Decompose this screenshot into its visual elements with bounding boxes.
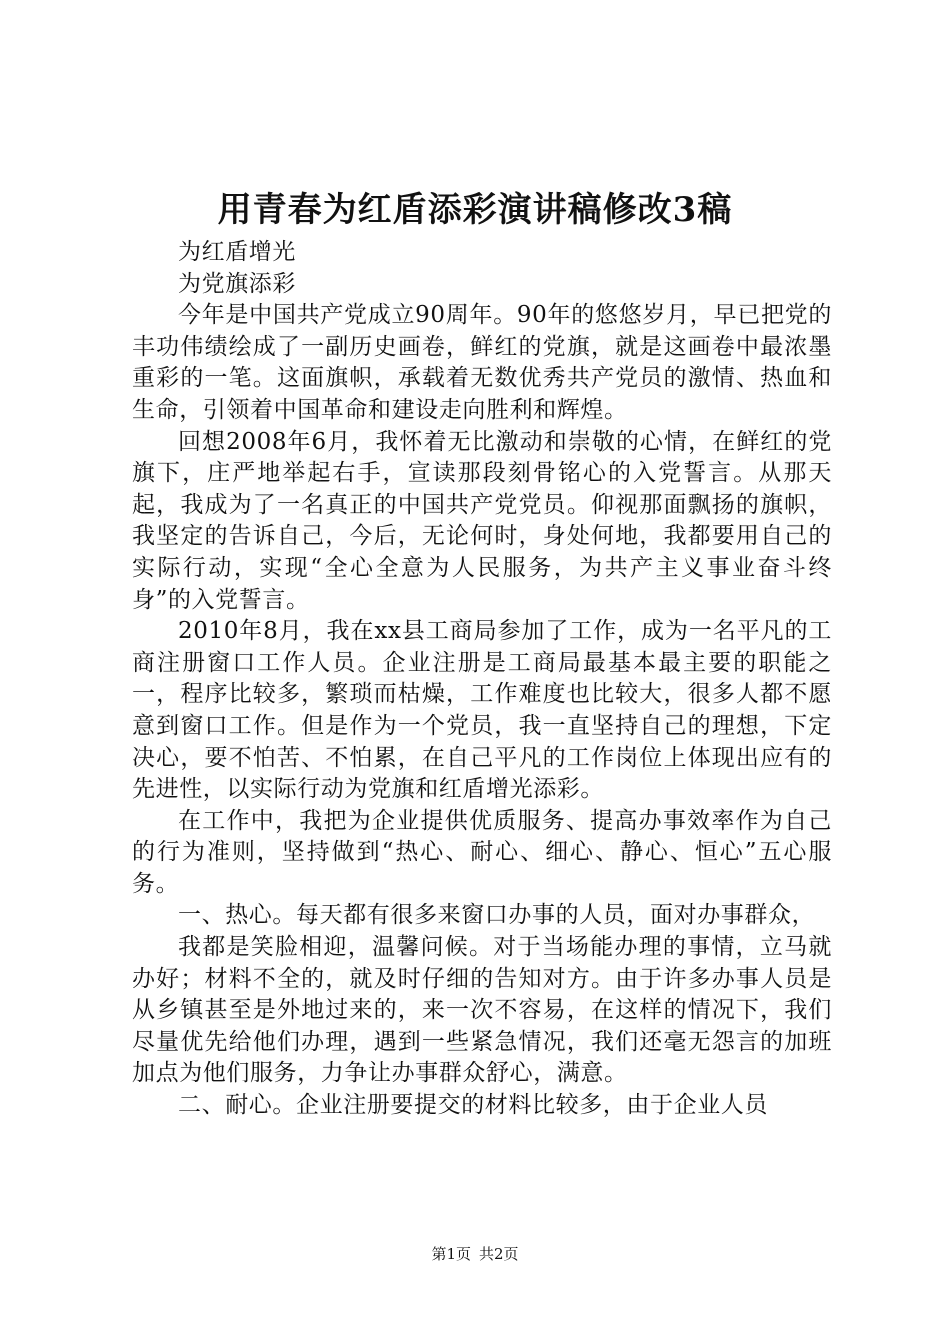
paragraph-subtitle-1: 为红盾增光 bbox=[178, 239, 296, 265]
page-number: 第1页 bbox=[431, 1245, 471, 1263]
paragraph: 二、耐心。企业注册要提交的材料比较多，由于企业人员 bbox=[178, 1092, 768, 1119]
document-title: 用青春为红盾添彩演讲稿修改3稿 bbox=[217, 190, 733, 230]
paragraph: 2010年8月，我在xx县工商局参加了工作，成为一名平凡的工商注册窗口工作人员。企业注册是工商局最基本最主要的职能之一，程序比较多，繁琐而枯燥，工作难度也比较大，很多人都不愿意到窗口工作。但是作为一个党员，我一直坚持自己的理想，下定决心，要不怕苦、不怕累，在自己平凡的工作岗位上体现出应有的先进性，以实际行动为党旗和红盾增光添彩。 bbox=[132, 618, 832, 803]
paragraph: 回想2008年6月，我怀着无比激动和崇敬的心情，在鲜红的党旗下，庄严地举起右手，宣读那段刻骨铭心的入党誓言。从那天起，我成为了一名真正的中国共产党党员。仰视那面飘扬的旗帜，我坚定的告诉自己，今后，无论何时，身处何地，我都要用自己的实际行动，实现“全心全意为人民服务，为共产主义事业奋斗终身”的入党誓言。 bbox=[132, 428, 832, 613]
paragraph: 我都是笑脸相迎，温馨问候。对于当场能办理的事情，立马就办好；材料不全的，就及时仔细的告知对方。由于许多办事人员是从乡镇甚至是外地过来的，来一次不容易，在这样的情况下，我们尽量优先给他们办理，遇到一些紧急情况，我们还毫无怨言的加班加点为他们服务，力争让办事群众舒心，满意。 bbox=[132, 934, 832, 1087]
document-body bbox=[132, 237, 832, 1122]
paragraph: 今年是中国共产党成立90周年。90年的悠悠岁月，早已把党的丰功伟绩绘成了一副历史画卷，鲜红的党旗，就是这画卷中最浓墨重彩的一笔。这面旗帜，承载着无数优秀共产党员的激情、热血和生命，引领着中国革命和建设走向胜利和辉煌。 bbox=[132, 302, 832, 423]
page-total: 共2页 bbox=[479, 1245, 519, 1263]
paragraph-subtitle-2: 为党旗添彩 bbox=[178, 270, 296, 297]
paragraph: 一、热心。每天都有很多来窗口办事的人员，面对办事群众， bbox=[178, 902, 816, 929]
page-footer bbox=[0, 1244, 950, 1264]
paragraph: 在工作中，我把为企业提供优质服务、提高办事效率作为自己的行为准则，坚持做到“热心、耐心、细心、静心、恒心”五心服务。 bbox=[132, 807, 832, 897]
